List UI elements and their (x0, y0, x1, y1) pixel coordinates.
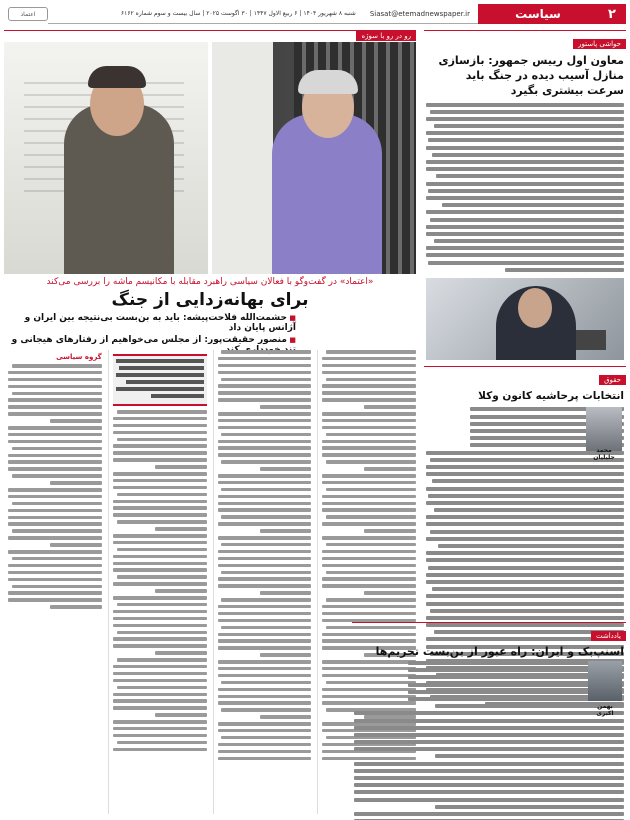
text-line (218, 612, 312, 616)
text-line (50, 481, 102, 485)
text-line (12, 447, 102, 451)
text-line (218, 674, 312, 678)
text-line (8, 433, 102, 437)
text-line (113, 665, 207, 669)
text-line (218, 757, 312, 761)
text-line (113, 444, 207, 448)
text-line (354, 812, 624, 816)
text-line (322, 440, 416, 444)
text-line (322, 453, 416, 457)
text-line (218, 426, 312, 430)
text-line (218, 729, 312, 733)
text-line (218, 557, 312, 561)
text-line (260, 529, 312, 533)
text-line (113, 624, 207, 628)
text-line (113, 472, 207, 476)
text-line (117, 493, 207, 497)
site-email[interactable]: Siasat@etemadnewspaper.ir (362, 4, 478, 24)
text-line (326, 571, 416, 575)
text-line (113, 486, 207, 490)
text-line (8, 591, 102, 595)
bullet-item: ■ حشمت‌الله فلاحت‌پیشه: باید به بن‌بست بی‌نتیجه بین ایران و آژانس پایان داد (4, 313, 296, 333)
text-line (354, 776, 624, 780)
text-line (155, 465, 207, 469)
byline: گروه سیاسی (56, 353, 102, 361)
text-line (155, 527, 207, 531)
text-line (8, 467, 102, 471)
text-line (12, 585, 102, 589)
text-line (8, 522, 102, 526)
text-line (50, 543, 102, 547)
text-line (218, 743, 312, 747)
text-line (113, 748, 207, 752)
text-line (322, 612, 416, 616)
text-line (113, 568, 207, 572)
text-line (322, 481, 416, 485)
text-line (113, 479, 207, 483)
text-line (113, 458, 207, 462)
kicker-law: حقوق (599, 375, 626, 385)
text-line (117, 438, 207, 442)
text-line (8, 578, 102, 582)
author-name: محمد جلیلیان (593, 447, 615, 462)
text-line (117, 410, 207, 414)
text-line (354, 798, 624, 802)
text-line (8, 378, 102, 382)
text-line (8, 412, 102, 416)
page-number: ۲ (598, 4, 626, 24)
text-line (354, 790, 624, 794)
text-line (8, 488, 102, 492)
text-line (218, 391, 312, 395)
text-line (113, 727, 207, 731)
text-line (218, 550, 312, 554)
text-line (322, 577, 416, 581)
text-line (12, 364, 102, 368)
text-line (218, 508, 312, 512)
text-line (218, 605, 312, 609)
text-line (218, 667, 312, 671)
text-line (8, 495, 102, 499)
text-line (218, 446, 312, 450)
text-line (326, 598, 416, 602)
text-column (213, 350, 312, 814)
text-line (8, 398, 102, 402)
text-line (326, 460, 416, 464)
text-line (364, 467, 416, 471)
text-line (218, 419, 312, 423)
text-line (221, 571, 311, 575)
text-line (113, 706, 207, 710)
text-line (218, 522, 312, 526)
text-column (4, 350, 102, 814)
text-line (12, 392, 102, 396)
text-line (113, 679, 207, 683)
text-line (322, 508, 416, 512)
text-line (8, 598, 102, 602)
text-line (322, 426, 416, 430)
text-line (218, 701, 312, 705)
text-line (8, 509, 102, 513)
text-line (218, 384, 312, 388)
text-line (218, 481, 312, 485)
article-title-vp: معاون اول رییس جمهور: بازسازی منازل آسیب دیده در جنگ باید سرعت بیشتری بگیرد (438, 54, 624, 97)
opinion-box (352, 622, 626, 820)
author-name: بهمن اکبری (596, 703, 614, 717)
text-line (218, 660, 312, 664)
text-line (155, 651, 207, 655)
text-line (322, 384, 416, 388)
text-line (322, 502, 416, 506)
text-line (322, 446, 416, 450)
text-line (113, 720, 207, 724)
author-portrait-jalilian (586, 407, 622, 462)
opinion-body (354, 661, 624, 820)
author-portrait-akbari (588, 661, 622, 717)
article-body-vp (426, 103, 624, 272)
text-line (218, 495, 312, 499)
text-line (322, 495, 416, 499)
text-line (221, 543, 311, 547)
text-line (354, 769, 624, 773)
text-line (218, 564, 312, 568)
text-line (260, 467, 312, 471)
text-line (113, 513, 207, 517)
text-line (12, 502, 102, 506)
text-line (322, 391, 416, 395)
text-line (113, 562, 207, 566)
text-line (218, 633, 312, 637)
text-line (221, 681, 311, 685)
text-line (322, 357, 416, 361)
text-line (322, 371, 416, 375)
text-line (322, 419, 416, 423)
photo-caption: «اعتماد» در گفت‌وگو با فعالان سیاسی راهبرد مقابله با مکانیسم ماشه را بررسی می‌کند (46, 277, 374, 287)
text-column (108, 350, 207, 814)
text-line (8, 426, 102, 430)
text-line (8, 371, 102, 375)
text-line (8, 564, 102, 568)
text-line (322, 522, 416, 526)
text-line (435, 805, 624, 809)
text-line (50, 605, 102, 609)
text-line (322, 412, 416, 416)
text-line (221, 350, 311, 354)
text-line (218, 750, 312, 754)
masthead-bar (4, 4, 626, 24)
photo-falahatpisheh (4, 42, 208, 274)
text-line (354, 747, 624, 751)
text-line (364, 529, 416, 533)
text-line (117, 658, 207, 662)
text-line (326, 378, 416, 382)
text-line (8, 454, 102, 458)
right-column (424, 30, 626, 709)
text-line (364, 591, 416, 595)
text-line (218, 502, 312, 506)
text-line (113, 431, 207, 435)
opinion-title: اسنپ‌بک و ایران: راه عبور از بن‌بست تحریم‌ها (375, 645, 624, 658)
text-line (322, 550, 416, 554)
text-line (354, 762, 624, 766)
text-line (8, 550, 102, 554)
text-line (221, 460, 311, 464)
text-line (260, 715, 312, 719)
article-title-bar: انتخابات پرحاشیه کانون وکلا (478, 389, 624, 402)
text-line (8, 460, 102, 464)
text-line (218, 474, 312, 478)
text-line (113, 672, 207, 676)
text-line (218, 688, 312, 692)
text-line (221, 626, 311, 630)
text-line (12, 557, 102, 561)
text-line (218, 695, 312, 699)
text-line (113, 734, 207, 738)
text-line (218, 371, 312, 375)
text-line (326, 515, 416, 519)
text-line (8, 405, 102, 409)
text-line (117, 520, 207, 524)
text-line (8, 385, 102, 389)
kicker-face-to-face: رو در رو با سوژه (356, 31, 416, 41)
text-line (354, 719, 624, 723)
text-line (218, 722, 312, 726)
text-line (113, 534, 207, 538)
photo-haghighatpour (212, 42, 416, 274)
text-line (113, 555, 207, 559)
text-line (354, 726, 624, 730)
text-line (218, 412, 312, 416)
text-line (8, 440, 102, 444)
text-line (322, 474, 416, 478)
vp-photo (426, 278, 624, 360)
text-line (326, 488, 416, 492)
text-line (117, 741, 207, 745)
text-line (113, 541, 207, 545)
text-line (322, 557, 416, 561)
text-line (113, 637, 207, 641)
text-line (117, 603, 207, 607)
text-line (113, 582, 207, 586)
text-line (117, 575, 207, 579)
text-line (364, 405, 416, 409)
text-line (113, 699, 207, 703)
text-line (117, 548, 207, 552)
text-line (322, 605, 416, 609)
text-line (117, 631, 207, 635)
text-line (113, 451, 207, 455)
text-line (221, 433, 311, 437)
text-line (113, 424, 207, 428)
text-line (218, 646, 312, 650)
text-line (221, 598, 311, 602)
text-line (155, 589, 207, 593)
dateline: شنبه ۸ شهریور ۱۴۰۴ | ۶ ربیع الاول ۱۴۴۷ | ۳۰ اگوست ۲۰۲۵ | سال بیست و سوم شماره ۶۱۶۲ (48, 4, 362, 24)
text-line (12, 529, 102, 533)
text-line (113, 417, 207, 421)
text-line (354, 733, 624, 737)
text-line (218, 440, 312, 444)
kicker-pasteur: حواشی پاستور (573, 39, 626, 49)
newspaper-logo: اعتماد (8, 7, 48, 21)
headline-bullets (4, 313, 296, 355)
text-line (218, 453, 312, 457)
text-line (8, 571, 102, 575)
kicker-note: یادداشت (591, 631, 626, 641)
text-line (218, 584, 312, 588)
text-line (354, 740, 624, 744)
text-line (322, 584, 416, 588)
text-line (221, 708, 311, 712)
text-line (218, 536, 312, 540)
text-line (218, 577, 312, 581)
text-line (113, 500, 207, 504)
text-line (221, 736, 311, 740)
text-line (354, 783, 624, 787)
text-line (221, 378, 311, 382)
text-line (113, 693, 207, 697)
text-line (113, 644, 207, 648)
text-line (322, 564, 416, 568)
section-name: سیاست (478, 4, 598, 24)
text-line (218, 357, 312, 361)
text-line (435, 754, 624, 758)
text-line (218, 364, 312, 368)
text-line (322, 536, 416, 540)
text-line (8, 536, 102, 540)
text-line (326, 433, 416, 437)
text-line (8, 516, 102, 520)
text-line (218, 619, 312, 623)
text-line (326, 350, 416, 354)
text-line (260, 405, 312, 409)
text-line (155, 713, 207, 717)
text-line (12, 474, 102, 478)
bullet-item: ■ منصور حقیقت‌پور: از مجلس می‌خواهیم از رفتارهای هیجانی و (4, 335, 296, 355)
text-line (113, 596, 207, 600)
text-line (322, 364, 416, 368)
text-line (113, 617, 207, 621)
text-line (113, 506, 207, 510)
main-headline: برای بهانه‌زدایی از جنگ (111, 290, 309, 310)
main-story (4, 30, 416, 357)
text-line (326, 543, 416, 547)
text-line (50, 419, 102, 423)
text-line (218, 398, 312, 402)
text-line (117, 686, 207, 690)
text-line (260, 653, 312, 657)
pull-quote (113, 354, 207, 406)
text-line (218, 639, 312, 643)
text-line (260, 591, 312, 595)
text-line (221, 515, 311, 519)
text-line (113, 610, 207, 614)
text-line (322, 398, 416, 402)
text-line (221, 488, 311, 492)
text-line (354, 711, 624, 715)
